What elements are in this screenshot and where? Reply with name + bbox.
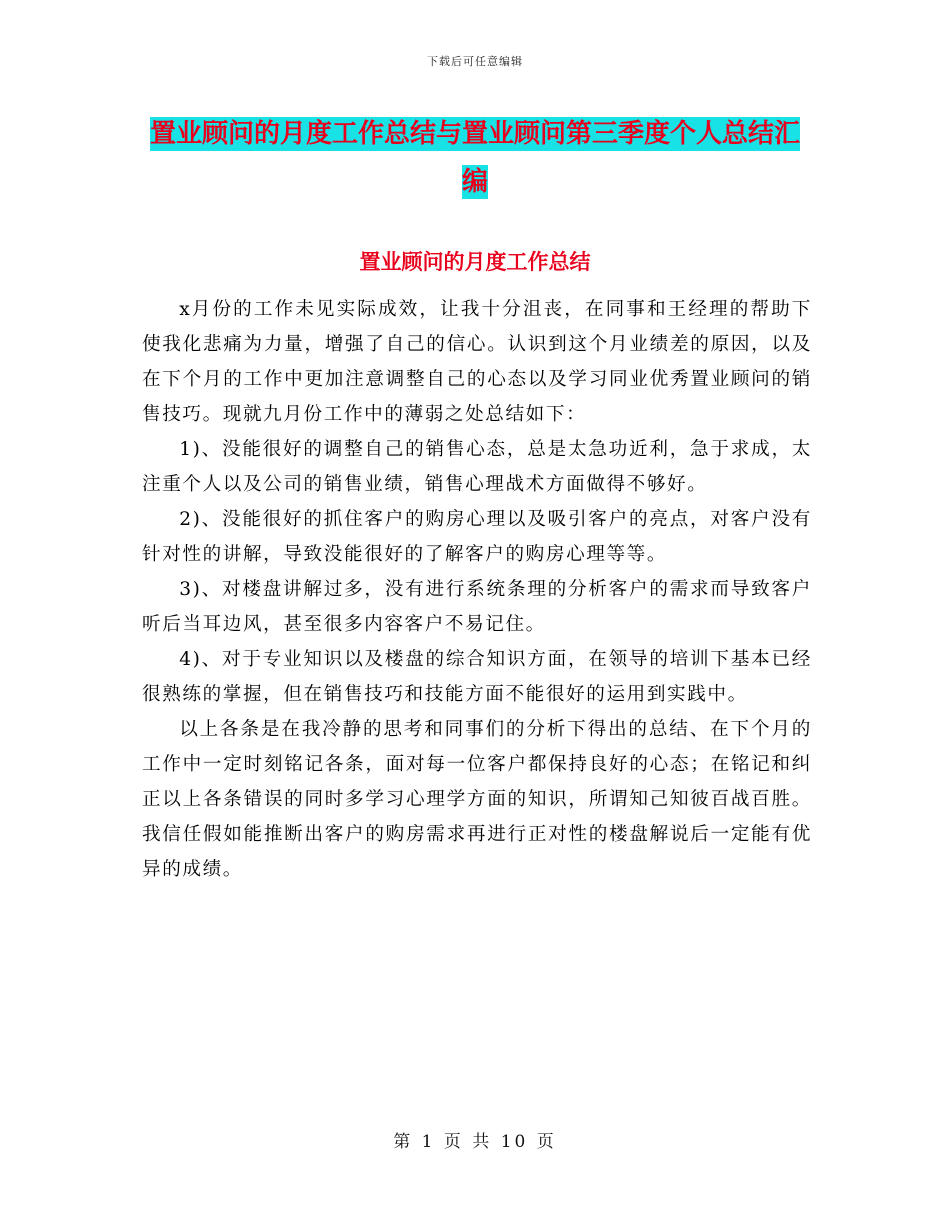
paragraph-item-1: 1)、没能很好的调整自己的销售心态，总是太急功近利，急于求成，太注重个人以及公司的销售业绩，销售心理战术方面做得不够好。: [142, 439, 812, 495]
document-title-text: 置业顾问的月度工作总结与置业顾问第三季度个人总结汇编: [149, 119, 800, 197]
document-title: [140, 110, 810, 206]
page-header-note: 下载后可任意编辑: [427, 55, 523, 68]
paragraph-conclusion: 以上各条是在我冷静的思考和同事们的分析下得出的总结、在下个月的工作中一定时刻铭记各条，面对每一位客户都保持良好的心态；在铭记和纠正以上各条错误的同时多学习心理学方面的知识，所谓知己知彼百战百胜。我信任假如能推断出客户的购房需求再进行正对性的楼盘解说后一定能有优异的成绩。: [142, 719, 812, 880]
paragraph-intro: x月份的工作未见实际成效，让我十分沮丧，在同事和王经理的帮助下使我化悲痛为力量，增强了自己的信心。认识到这个月业绩差的原因，以及在下个月的工作中更加注意调整自己的心态以及学习同业优秀置业顾问的销售技巧。现就九月份工作中的薄弱之处总结如下：: [142, 299, 812, 425]
paragraph-item-2: 2)、没能很好的抓住客户的购房心理以及吸引客户的亮点，对客户没有针对性的讲解，导致没能很好的了解客户的购房心理等等。: [142, 509, 812, 565]
paragraph-item-3: 3)、对楼盘讲解过多，没有进行系统条理的分析客户的需求而导致客户听后当耳边风，甚至很多内容客户不易记住。: [142, 579, 812, 635]
paragraph-item-4: 4)、对于专业知识以及楼盘的综合知识方面，在领导的培训下基本已经很熟练的掌握，但在销售技巧和技能方面不能很好的运用到实践中。: [142, 649, 812, 705]
section-title: 置业顾问的月度工作总结: [359, 250, 591, 274]
page-number: 第 1 页 共 10 页: [393, 1132, 557, 1152]
document-body: [142, 292, 812, 887]
